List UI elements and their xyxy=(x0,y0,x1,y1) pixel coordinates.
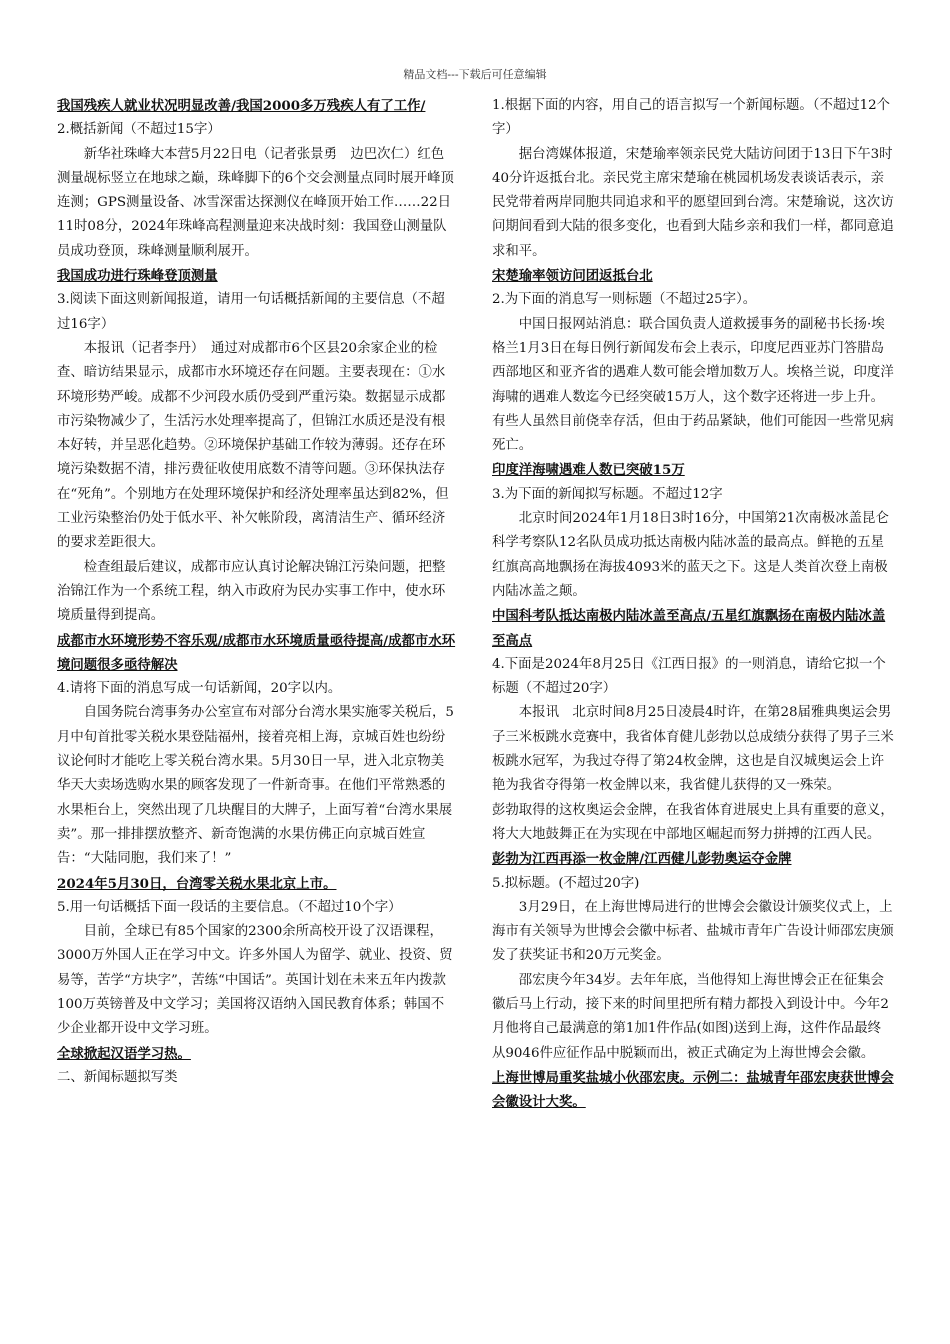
question-right-3: 3.为下面的新闻拟写标题。不超过12字 xyxy=(492,486,723,502)
passage-right-1: 据台湾媒体报道，宋楚瑜率领亲民党大陆访问团于13日下午3时40分许返抵台北。亲民党主席宋楚瑜在桃园机场发表谈话表示，亲民党带着两岸同胞共同追求和平的愿望回到台湾。宋楚瑜说，这次访问期间看到大陆的很多变化，也看到大陆乡亲和我们一样，都同意追求和平。 xyxy=(492,146,894,259)
question-right-2: 2.为下面的消息写一则标题（不超过25字）。 xyxy=(492,292,757,308)
answer-left-1: 我国残疾人就业状况明显改善/我国2000多万残疾人有了工作/ xyxy=(57,98,426,114)
passage-right-4b: 彭勃取得的这枚奥运会金牌，在我省体育进展史上具有重要的意义，将大大地鼓舞正在为实现在中部地区崛起而努力拼搏的江西人民。 xyxy=(492,802,894,842)
passage-right-5a: 3月29日，在上海世博局进行的世博会会徽设计颁奖仪式上，上海市有关领导为世博会会徽中标者、盐城市青年广告设计师邵宏庚颁发了获奖证书和20万元奖金。 xyxy=(492,899,894,964)
answer-left-4: 2024年5月30日，台湾零关税水果北京上市。 xyxy=(57,875,337,892)
passage-left-5: 目前，全球已有85个国家的2300余所高校开设了汉语课程，3000万外国人正在学习中文。许多外国人为留学、就业、投资、贸易等，苦学“方块字”，苦练“中国话”。英国计划在未来五年内拨款100万英镑普及中文学习；美国将汉语纳入国民教育体系；韩国不少企业都开设中文学习班。 xyxy=(57,924,453,1037)
passage-right-2: 中国日报网站消息：联合国负责人道救援事务的副秘书长扬·埃格兰1月3日在每日例行新闻发布会上表示，印度尼西亚苏门答腊岛西部地区和亚齐省的遇难人数可能会增加数万人。埃格兰说，印度洋海啸的遇难人数迄今已经突破15万人，这个数字还将进一步上升。有些人虽然目前侥幸存活，但由于药品紧缺，他们可能因一些常见病死亡。 xyxy=(492,316,894,454)
page-header: 精品文档---下载后可任意编辑 xyxy=(403,68,547,81)
passage-left-2: 新华社珠峰大本营5月22日电（记者张景勇 边巴次仁）红色测量觇标竖立在地球之巅，珠峰脚下的6个交会测量点同时展开峰顶连测；GPS测量设备、冰雪深雷达探测仪在峰顶开始工作……22日11时08分，2024年珠峰高程测量迎来决战时刻：我国登山测量队员成功登顶，珠峰测量顺利展开。 xyxy=(57,146,454,259)
question-left-3: 3.阅读下面这则新闻报道，请用一句话概括新闻的主要信息（不超过16字） xyxy=(57,292,445,332)
answer-right-3: 中国科考队抵达南极内陆冰盖至高点/五星红旗飘扬在南极内陆冰盖至高点 xyxy=(492,608,886,649)
passage-left-3a: 本报讯（记者李丹） 通过对成都市6个区县20余家企业的检查、暗访结果显示，成都市水环境还存在问题。主要表现在：①水环境形势严峻。成都不少河段水质仍受到严重污染。数据显示成都市污染物减少了，生活污水处理率提高了，但锦江水质还是没有根本好转，并呈恶化趋势。②环境保护基础工作较为薄弱。还存在环境污染数据不清，排污费征收使用底数不清等问题。③环保执法存在“死角”。个别地方在处理环境保护和经济处理率虽达到82%，但工业污染整治仍处于低水平、补欠帐阶段，离清洁生产、循环经济的要求差距很大。 xyxy=(57,340,449,551)
question-left-5: 5.用一句话概括下面一段话的主要信息。（不超过10个字） xyxy=(57,899,402,915)
answer-left-2: 我国成功进行珠峰登顶测量 xyxy=(57,268,218,285)
answer-right-4: 彭勃为江西再添一枚金牌/江西健儿彭勃奥运夺金牌 xyxy=(492,851,792,868)
left-column xyxy=(57,94,457,1090)
right-column xyxy=(492,94,894,1114)
section-heading: 二、新闻标题拟写类 xyxy=(57,1069,178,1085)
passage-right-5b: 邵宏庚今年34岁。去年年底，当他得知上海世博会正在征集会徽后马上行动，接下来的时间里把所有精力都投入到设计中。今年2月他将自己最满意的第1加1件作品(如图)送到上海，这件作品最终从9046件应征作品中脱颖而出，被正式确定为上海世博会会徽。 xyxy=(492,972,889,1061)
passage-right-4a: 本报讯 北京时间8月25日凌晨4时许，在第28届雅典奥运会男子三米板跳水竞赛中，我省体育健儿彭勃以总成绩分获得了男子三米板跳水冠军，为我过夺得了第24枚金牌，这也是自汉城奥运会上许艳为我省夺得第一枚金牌以来，我省健儿获得的又一殊荣。 xyxy=(492,705,894,794)
passage-right-3: 北京时间2024年1月18日3时16分，中国第21次南极冰盖昆仑科学考察队12名队员成功抵达南极内陆冰盖的最高点。鲜艳的五星红旗高高地飘扬在海拔4093米的蓝天之下。这是人类首次登上南极内陆冰盖之颠。 xyxy=(492,511,889,599)
passage-left-3b: 检查组最后建议，成都市应认真讨论解决锦江污染问题，把整治锦江作为一个系统工程，纳入市政府为民办实事工作中，使水环境质量得到提高。 xyxy=(57,559,446,624)
question-left-4: 4.请将下面的消息写成一句话新闻，20字以内。 xyxy=(57,681,342,697)
answer-left-3: 成都市水环境形势不容乐观/成都市水环境质量亟待提高/成都市水环境问题很多亟待解决 xyxy=(57,632,456,673)
answer-right-1: 宋楚瑜率领访问团返抵台北 xyxy=(492,268,653,285)
question-right-4: 4.下面是2024年8月25日《江西日报》的一则消息，请给它拟一个标题（不超过20字） xyxy=(492,656,886,697)
passage-left-4: 自国务院台湾事务办公室宣布对部分台湾水果实施零关税后，5月中旬首批零关税水果登陆福州，接着亮相上海，京城百姓也纷纷议论何时才能吃上零关税台湾水果。5月30日一早，进入北京物美华天大卖场选购水果的顾客发现了一件新奇事。在他们平常熟悉的水果柜台上，突然出现了几块醒目的大牌子，上面写着“台湾水果展卖”。那一排排摆放整齐、新奇饱满的水果仿佛正向京城百姓宣告：“大陆同胞，我们来了！” xyxy=(57,705,454,867)
question-right-1: 1.根据下面的内容，用自己的语言拟写一个新闻标题。（不超过12个字） xyxy=(492,98,891,138)
answer-right-5: 上海世博局重奖盐城小伙邵宏庚。示例二：盐城青年邵宏庚获世博会会徽设计大奖。 xyxy=(492,1069,894,1111)
answer-right-2: 印度洋海啸遇难人数已突破15万 xyxy=(492,462,685,479)
question-left-2: 2.概括新闻（不超过15字） xyxy=(57,122,221,138)
question-right-5: 5.拟标题。(不超过20字) xyxy=(492,875,640,891)
answer-left-5: 全球掀起汉语学习热。 xyxy=(57,1045,191,1062)
